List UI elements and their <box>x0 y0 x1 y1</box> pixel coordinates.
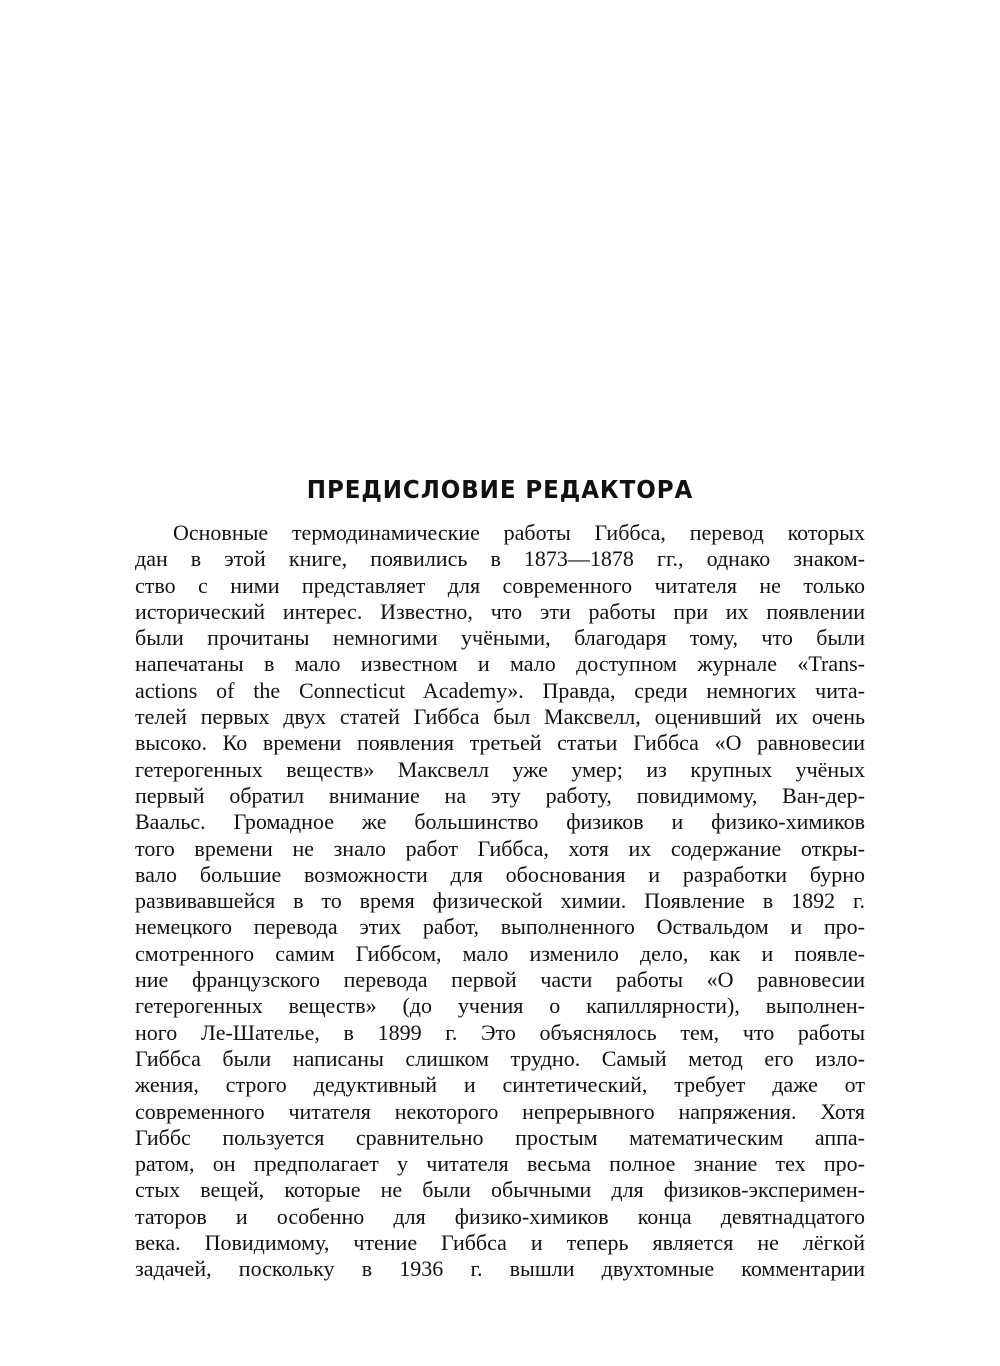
text-line: Ваальс. Громадное же большинство физиков и физико-химиков <box>135 809 865 835</box>
text-line: высоко. Ко времени появления третьей статьи Гиббса «О равновесии <box>135 730 865 756</box>
text-line: ратом, он предполагает у читателя весьма полное знание тех про- <box>135 1151 865 1177</box>
text-line: современного читателя некоторого непрерывного напряжения. Хотя <box>135 1098 865 1124</box>
text-line: дан в этой книге, появились в 1873—1878 гг., однако знаком- <box>135 546 865 572</box>
text-line: развивавшейся в то время физической химии. Появление в 1892 г. <box>135 888 865 914</box>
text-line: первый обратил внимание на эту работу, повидимому, Ван-дер- <box>135 782 865 808</box>
text-line: немецкого перевода этих работ, выполненного Оствальдом и про- <box>135 914 865 940</box>
text-line: стых вещей, которые не были обычными для физиков-эксперимен- <box>135 1177 865 1203</box>
page-title: ПРЕДИСЛОВИЕ РЕДАКТОРА <box>306 475 694 504</box>
text-line: гетерогенных веществ» (до учения о капиллярности), выполнен- <box>135 993 865 1019</box>
text-line: смотренного самим Гиббсом, мало изменило дело, как и появле- <box>135 940 865 966</box>
text-line: века. Повидимому, чтение Гиббса и теперь является не лёгкой <box>135 1230 865 1256</box>
text-line: жения, строго дедуктивный и синтетический, требует даже от <box>135 1072 865 1098</box>
text-line: ного Ле-Шателье, в 1899 г. Это объяснялось тем, что работы <box>135 1019 865 1045</box>
text-line: Гиббс пользуется сравнительно простым математическим аппа- <box>135 1124 865 1150</box>
text-line: напечатаны в мало известном и мало доступном журнале «Trans- <box>135 651 865 677</box>
text-line: вало большие возможности для обоснования и разработки бурно <box>135 861 865 887</box>
text-line: таторов и особенно для физико-химиков конца девятнадцатого <box>135 1203 865 1229</box>
preface-text <box>135 520 865 1283</box>
text-line: гетерогенных веществ» Максвелл уже умер; из крупных учёных <box>135 756 865 782</box>
text-line: Основные термодинамические работы Гиббса, перевод которых <box>173 520 865 545</box>
text-line: исторический интерес. Известно, что эти работы при их появлении <box>135 598 865 624</box>
text-line: были прочитаны немногими учёными, благодаря тому, что были <box>135 625 865 651</box>
text-line: ство с ними представляет для современного читателя не только <box>135 572 865 598</box>
text-line: ние французского перевода первой части работы «О равновесии <box>135 967 865 993</box>
text-line: того времени не знало работ Гиббса, хотя их содержание откры- <box>135 835 865 861</box>
text-line: задачей, поскольку в 1936 г. вышли двухтомные комментарии <box>135 1256 865 1282</box>
text-line: Гиббса были написаны слишком трудно. Самый метод его изло- <box>135 1045 865 1071</box>
text-line: телей первых двух статей Гиббса был Максвелл, оценивший их очень <box>135 704 865 730</box>
text-line: actions of the Connecticut Academy». Правда, среди немногих чита- <box>135 677 865 703</box>
